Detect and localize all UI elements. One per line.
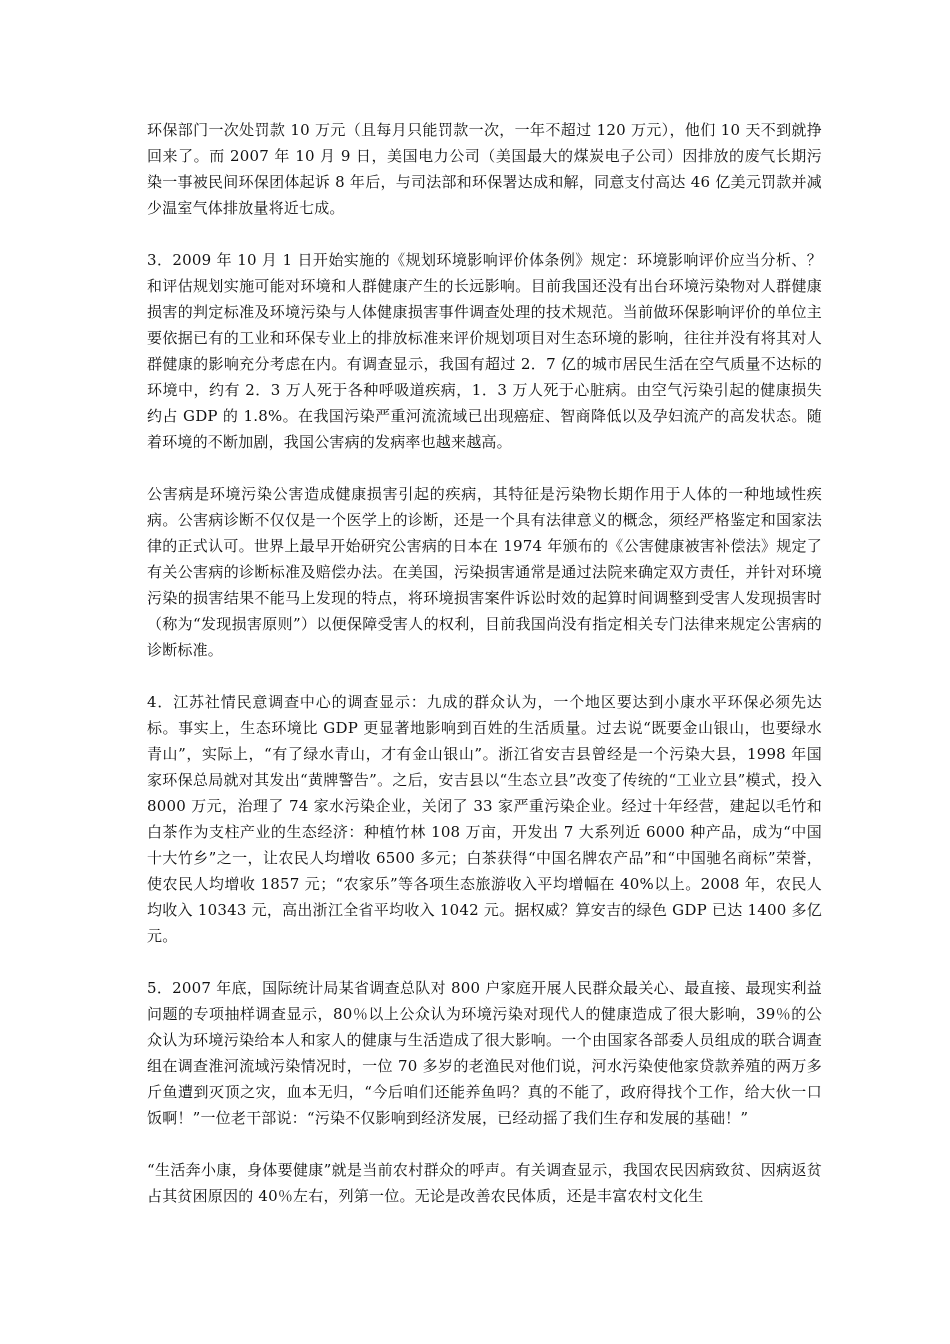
paragraph-rural-health: “生活奔小康，身体要健康”就是当前农村群众的呼声。有关调查显示，我国农民因病致贫、因病返贫占其贫困原因的 40％左右，列第一位。无论是改善农民体质，还是丰富农村文化生 xyxy=(147,1161,822,1205)
document-body xyxy=(147,117,822,1235)
paragraph-fine-comparison: 环保部门一次处罚款 10 万元（且每月只能罚款一次，一年不超过 120 万元），他们 10 天不到就挣回来了。而 2007 年 10 月 9 日，美国电力公司（美国最大的煤炭电子公司）因排放的废气长期污染一事被民间环保团体起诉 8 年后，与司法部和环保署达成和解，同意支付高达 46 亿美元罚款并减少温室气体排放量将近七成。 xyxy=(147,121,822,217)
paragraph-item-5-household-survey: 5．2007 年底，国际统计局某省调查总队对 800 户家庭开展人民群众最关心、最直接、最现实利益问题的专项抽样调查显示，80％以上公众认为环境污染对现代人的健康造成了很大影响，39％的公众认为环境污染给本人和家人的健康与生活造成了很大影响。一个由国家各部委人员组成的联合调查组在调查淮河流域污染情况时，一位 70 多岁的老渔民对他们说，河水污染使他家贷款养殖的两万多斤鱼遭到灭顶之灾，血本无归，“今后咱们还能养鱼吗？真的不能了，政府得找个工作，给大伙一口饭啊！”一位老干部说：“污染不仅影响到经济发展，已经动摇了我们生存和发展的基础！” xyxy=(147,979,822,1127)
paragraph-item-3-environmental-assessment: 3．2009 年 10 月 1 日开始实施的《规划环境影响评价体条例》规定：环境影响评价应当分析、？和评估规划实施可能对环境和人群健康产生的长远影响。目前我国还没有出台环境污染物对人群健康损害的判定标准及环境污染与人体健康损害事件调查处理的技术规范。当前做环保影响评价的单位主要依据已有的工业和环保专业上的排放标准来评价规划项目对生态环境的影响，往往并没有将其对人群健康的影响充分考虑在内。有调查显示，我国有超过 2．7 亿的城市居民生活在空气质量不达标的环境中，约有 2．3 万人死于各种呼吸道疾病，1．3 万人死于心脏病。由空气污染引起的健康损失约占 GDP 的 1.8%。在我国污染严重河流流域已出现癌症、智商降低以及孕妇流产的高发状态。随着环境的不断加剧，我国公害病的发病率也越来越高。 xyxy=(147,251,822,451)
paragraph-item-4-jiangsu-survey: 4．江苏社情民意调查中心的调查显示：九成的群众认为，一个地区要达到小康水平环保必须先达标。事实上，生态环境比 GDP 更显著地影响到百姓的生活质量。过去说“既要金山银山，也要绿水青山”，实际上，“有了绿水青山，才有金山银山”。浙江省安吉县曾经是一个污染大县，1998 年国家环保总局就对其发出“黄牌警告”。之后，安吉县以“生态立县”改变了传统的“工业立县”模式，投入 8000 万元，治理了 74 家水污染企业，关闭了 33 家严重污染企业。经过十年经营，建起以毛竹和白茶作为支柱产业的生态经济：种植竹林 108 万亩，开发出 7 大系列近 6000 种产品，成为“中国十大竹乡”之一，让农民人均增收 6500 多元；白茶获得“中国名牌农产品”和“中国驰名商标”荣誉，使农民人均增收 1857 元；“农家乐”等各项生态旅游收入平均增幅在 40%以上。2008 年，农民人均收入 10343 元，高出浙江全省平均收入 1042 元。据权威？算安吉的绿色 GDP 已达 1400 多亿元。 xyxy=(147,693,822,945)
paragraph-pollution-disease: 公害病是环境污染公害造成健康损害引起的疾病，其特征是污染物长期作用于人体的一种地域性疾病。公害病诊断不仅仅是一个医学上的诊断，还是一个具有法律意义的概念，须经严格鉴定和国家法律的正式认可。世界上最早开始研究公害病的日本在 1974 年颁布的《公害健康被害补偿法》规定了有关公害病的诊断标准及赔偿办法。在美国，污染损害通常是通过法院来确定双方责任，并针对环境污染的损害结果不能马上发现的特点，将环境损害案件诉讼时效的起算时间调整到受害人发现损害时（称为“发现损害原则”）以便保障受害人的权利，目前我国尚没有指定相关专门法律来规定公害病的诊断标准。 xyxy=(147,485,822,659)
